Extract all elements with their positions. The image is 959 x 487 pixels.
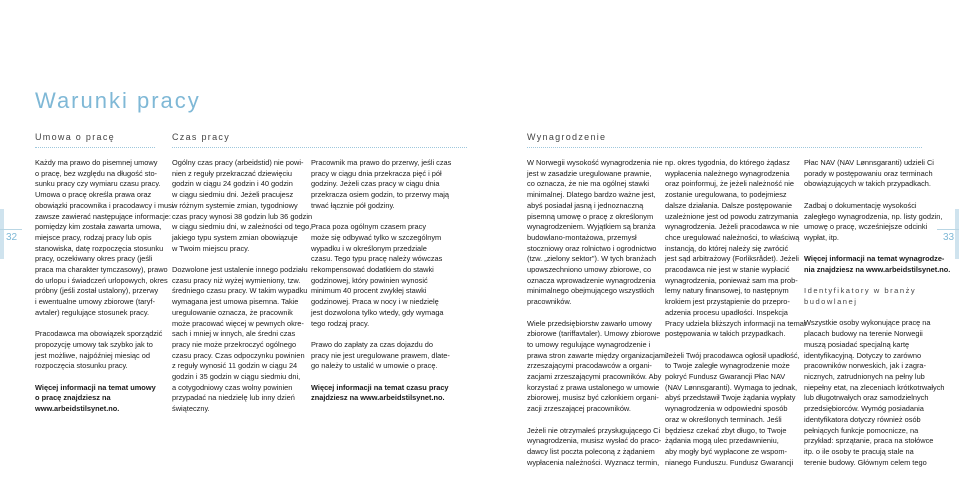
text-line: budowlano-montażowa, przemysł xyxy=(527,232,637,242)
text-line: wynagrodzenia w odpowiedni sposób xyxy=(665,404,788,414)
right-margin-band xyxy=(955,209,959,259)
paragraph-gap xyxy=(35,372,173,383)
section-divider xyxy=(35,147,155,148)
text-line: obowiązujących w takich przypadkach. xyxy=(804,179,931,189)
text-line: wypłacenia należnego wynagrodzenia xyxy=(665,168,790,178)
text-line: Umowa o pracę określa prawa oraz xyxy=(35,190,152,200)
paragraph-gap xyxy=(172,254,312,265)
text-line: może pracować więcej w pewnych okre- xyxy=(172,318,304,328)
column-unpaid-wages xyxy=(665,158,806,468)
text-line: zbiorowej, musisz być członkiem organi- xyxy=(527,393,659,403)
text-line: przekracza osiem godzin, to przerwy mają xyxy=(311,190,450,200)
page-number-right: 33 xyxy=(943,232,955,243)
text-line: sunku pracy czy wymiaru czasu pracy. xyxy=(35,179,161,189)
text-line: Ogólny czas pracy (arbeidstid) nie powi- xyxy=(172,158,304,167)
text-line: Pracownik ma prawo do przerwy, jeśli czas xyxy=(311,158,452,167)
text-line: może się odbywać tylko w szczególnym xyxy=(311,232,442,242)
text-line: wypadku i w określonym przedziale xyxy=(311,243,427,253)
text-line: Więcej informacji na temat umowy xyxy=(35,382,156,392)
page-title: Warunki pracy xyxy=(35,88,201,113)
text-line: a cotygodniowy czas wolny powinien xyxy=(172,382,293,392)
text-line: zostanie uregulowana, to podejmiesz xyxy=(665,190,787,200)
text-line: Jeżeli Twój pracodawca ogłosił upadłość, xyxy=(665,350,800,360)
text-line: czasu pracy. Czas odpoczynku powinien xyxy=(172,350,305,360)
text-line: przykład: sprzątanie, praca na stołówce xyxy=(804,436,934,446)
text-line: Każdy ma prawo do pisemnej umowy xyxy=(35,158,158,167)
text-line: nicznych, zatrudnionych na pełny lub xyxy=(804,372,925,381)
text-line: średniego czasu pracy. W takim wypadku xyxy=(172,286,308,296)
text-line: jakiego typu system zmian obowiązuje xyxy=(172,232,298,242)
text-line: Wszystkie osoby wykonujące pracę na xyxy=(804,318,931,328)
text-line: pokryć Fundusz Gwarancji Płac NAV xyxy=(665,372,786,382)
text-line: porady w postępowaniu oraz terminach xyxy=(804,168,933,178)
text-line: minimalnego obejmującego wszystkich xyxy=(527,286,655,296)
text-line: oraz poinformuj, że jeżeli należność nie xyxy=(665,179,794,189)
text-line: godzin i 35 godzin w ciągu siedmiu dni, xyxy=(172,372,301,382)
text-line: pracowników norweskich, jak i zagra- xyxy=(804,361,926,371)
paragraph-gap xyxy=(527,415,667,426)
text-line: godzinowej, który powinien wynosić xyxy=(311,275,428,285)
text-line: www.arbeidstilsynet.no. xyxy=(35,404,120,414)
column-contract xyxy=(35,158,173,415)
text-line: placach budowy na terenie Norwegii xyxy=(804,329,923,339)
text-line: godzin w ciągu 24 godzin i 40 godzin xyxy=(172,179,293,189)
text-line: postępowania w takich przypadkach. xyxy=(665,329,786,339)
text-line: do urlopu i świadczeń urlopowych, okres xyxy=(35,275,168,285)
text-line: Praca poza ogólnym czasem pracy xyxy=(311,222,427,232)
paragraph-gap xyxy=(665,340,806,351)
text-line: minimum 40 procent zwykłej stawki xyxy=(311,286,427,296)
text-line: identyfikatora dotyczy również osób xyxy=(804,414,921,424)
text-line: stoczniowy oraz rolnictwo i ogrodnictwo xyxy=(527,243,657,253)
text-line: jest dozwolona tylko wtedy, gdy wymaga xyxy=(311,307,444,317)
page-number-rule xyxy=(0,229,22,230)
text-line: upowszechniono umowy zbiorowe, co xyxy=(527,265,652,275)
subheading-construction-id: Identyfikatory w branży budowlanej xyxy=(804,286,917,307)
text-line: pełniących funkcje pomocnicze, na xyxy=(804,425,919,435)
text-line: w ciągu siedmiu dni, w zależności od tego, xyxy=(172,222,312,232)
text-line: go należy to ustalić w umowie o pracę. xyxy=(311,361,438,371)
paragraph-gap xyxy=(35,319,173,330)
paragraph-gap xyxy=(804,244,950,255)
column-working-time xyxy=(172,158,312,415)
text-line: Zadbaj o dokumentację wysokości xyxy=(804,200,917,210)
text-line: godziny. Jeżeli czas pracy w ciągu dnia xyxy=(311,179,440,189)
text-line: stanowiska, datę rozpoczęcia stosunku xyxy=(35,243,164,253)
text-line: przedsiębiorców. Wymóg posiadania xyxy=(804,404,924,414)
text-line: to umowy regulujące wynagrodzenie i xyxy=(527,339,651,349)
column-wage-guarantee-and-id xyxy=(804,158,950,468)
text-line: to Twoje zaległe wynagrodzenie może xyxy=(665,361,790,371)
text-line: abyś przedstawił Twoje żądania wypłaty xyxy=(665,393,796,403)
text-line: instancją, do której należy się zwrócić xyxy=(665,243,789,253)
text-line: próbny (jeśli został ustalony), przerwy xyxy=(35,286,159,296)
text-line: pracodawca nie jest w stanie wypłacić xyxy=(665,265,790,275)
text-line: Więcej informacji na temat czasu pracy xyxy=(311,382,449,392)
column-wages xyxy=(527,158,667,468)
text-line: minimalnej. Dlatego bardzo ważne jest, xyxy=(527,190,656,200)
text-line: identyfikacyjną. Dotyczy to zarówno xyxy=(804,350,922,360)
text-line: Wiele przedsiębiorstw zawarło umowy xyxy=(527,318,652,328)
text-line: korzystać z prawa ustalonego w umowie xyxy=(527,382,660,392)
text-line: uregulowanie oznacza, że pracownik xyxy=(172,307,293,317)
text-line: lub długotrwałych oraz samodzielnych xyxy=(804,393,929,403)
text-line: czasu pracy niż wyżej wymieniony, tzw. xyxy=(172,275,301,285)
text-line: sach i mniej w innych, ale średni czas xyxy=(172,329,296,339)
text-line: Płac NAV (NAV Lønnsgaranti) udzieli Ci xyxy=(804,158,934,167)
text-line: o pracę, bez względu na długość sto- xyxy=(35,168,158,178)
text-line: nianego Funduszu. Fundusz Gwarancji xyxy=(665,457,794,467)
text-line: krokiem jest przystąpienie do przepro- xyxy=(665,297,790,307)
text-line: np. okres tygodnia, do którego żądasz xyxy=(665,158,790,167)
text-line: aby mogły być wypłacone ze wspom- xyxy=(665,446,787,456)
paragraph-gap xyxy=(804,190,950,201)
paragraph-gap xyxy=(311,372,451,383)
text-line: pracy w ciągu dnia przekracza pięć i pół xyxy=(311,168,442,178)
text-line: oraz w określonych terminach. Jeśli xyxy=(665,414,782,424)
text-line: umowę o pracę, wcześniejsze odcinki xyxy=(804,222,928,232)
text-line: zawsze zawierać następujące informacje: xyxy=(35,211,171,221)
text-line: pracowników. xyxy=(527,297,572,307)
text-line: jest w zasadzie uregulowane prawnie, xyxy=(527,168,652,178)
text-line: pracy nie może przekroczyć ogólnego xyxy=(172,339,297,349)
text-line: przypadać na niedzielę lub inny dzień xyxy=(172,393,295,403)
text-line: uzależnione jest od powodu zatrzymania xyxy=(665,211,799,221)
text-line: trwać łącznie pół godziny. xyxy=(311,200,395,210)
page-number-left: 32 xyxy=(6,232,18,243)
text-line: w Twoim miejscu pracy. xyxy=(172,243,250,253)
paragraph-gap xyxy=(311,329,451,340)
text-line: wynagrodzenia. Jeżeli pracodawca w nie xyxy=(665,222,799,232)
text-line: będziesz czekać zbyt długo, to Twoje xyxy=(665,425,787,435)
text-line: (NAV Lønnsgaranti). Wymaga to jednak, xyxy=(665,382,798,392)
text-line: wymagana jest umowa pisemna. Takie xyxy=(172,297,299,307)
text-line: Prawo do zapłaty za czas dojazdu do xyxy=(311,339,434,349)
text-line: muszą posiadać specjalną kartę xyxy=(804,339,910,349)
text-line: wynagrodzeniem. Wyjątkiem są branża xyxy=(527,222,656,232)
text-line: propozycję umowy tak szybko jak to xyxy=(35,339,153,349)
text-line: obowiązki pracownika i pracodawcy i musi xyxy=(35,200,174,210)
text-line: zbiorowe (tariffavtaler). Umowy zbiorowe xyxy=(527,329,661,339)
text-line: (tzw. „zielony sektor"). W tych branżach xyxy=(527,254,657,264)
text-line: pisemną umowę o pracę z określonym xyxy=(527,211,654,221)
text-line: prawa stron zawarte między organizacjami xyxy=(527,350,667,360)
left-margin-band xyxy=(0,209,4,259)
text-line: avtaler) regulujące stosunek pracy. xyxy=(35,307,150,317)
text-line: adzenia procesu upadłości. Inspekcja xyxy=(665,307,788,317)
text-line: nia znajdziesz na www.arbeidstilsynet.no. xyxy=(804,265,951,274)
section-heading-working-time: Czas pracy xyxy=(172,132,231,142)
text-line: rekompensować dodatkiem do stawki xyxy=(311,265,434,275)
text-line: wynagrodzenia, ponieważ sam ma prob- xyxy=(665,275,798,285)
text-line: jest sąd arbitrażowy (Forliksrådet). Jeżeli xyxy=(665,254,799,264)
text-line: chce uregulować należności, to właściwą xyxy=(665,232,800,242)
text-line: Pracy udziela bliższych informacji na temat xyxy=(665,318,806,328)
text-line: niepełny etat, na zleceniach krótkotrwałych xyxy=(804,382,945,392)
text-line: wypłacenia należności. Wyznacz termin, xyxy=(527,457,660,467)
text-line: nien z reguły przekraczać dziewięciu xyxy=(172,168,292,178)
text-line: oznacza wprowadzenie wynagrodzenia xyxy=(527,275,656,285)
text-line: tego rodzaj pracy. xyxy=(311,318,370,328)
text-line: pracy nie jest uregulowane prawem, dlate- xyxy=(311,350,450,360)
section-heading-wages: Wynagrodzenie xyxy=(527,132,607,142)
text-line: czasu. Tego typu pracę należy wówczas xyxy=(311,254,443,264)
text-line: wynagrodzenia, musisz wysłać do praco- xyxy=(527,436,662,446)
text-line: Pracodawca ma obowiązek sporządzić xyxy=(35,329,163,339)
text-line: pracy, oczekiwany okres pracy (jeśli xyxy=(35,254,153,264)
text-line: praca ma charakter tymczasowy), prawo xyxy=(35,265,168,275)
text-line: jest możliwe, najpóźniej miesiąc od xyxy=(35,350,151,360)
text-line: Więcej informacji na temat wynagrodze- xyxy=(804,254,945,264)
section-divider xyxy=(527,147,922,148)
text-line: pomiędzy kim została zawarta umowa, xyxy=(35,222,162,232)
text-line: znajdziesz na www.arbeidstilsynet.no. xyxy=(311,393,445,403)
text-line: o pracę znajdziesz na xyxy=(35,393,111,403)
text-line: w ciągu siedmiu dni. Jeżeli pracujesz xyxy=(172,190,294,200)
text-line: świąteczny. xyxy=(172,404,210,414)
text-line: zacji zrzeszającej pracowników. xyxy=(527,404,631,414)
text-line: abyś posiadał jasną i jednoznaczną xyxy=(527,200,644,210)
text-line: w różnym systemie zmian, tygodniowy xyxy=(172,200,298,210)
text-line: godzinowej. Praca w nocy i w niedzielę xyxy=(311,297,439,307)
text-line: co oznacza, że nie ma ogólnej stawki xyxy=(527,179,650,189)
section-divider xyxy=(172,147,467,148)
text-line: lemy natury finansowej, to następnym xyxy=(665,286,789,296)
text-line: wypłat, itp. xyxy=(804,232,839,242)
text-line: terenie budowy. Głównym celem tego xyxy=(804,457,927,467)
text-line: zrzeszającymi pracodawców a organi- xyxy=(527,361,652,371)
text-line: z reguły wynosić 11 godzin w ciągu 24 xyxy=(172,361,298,371)
text-line: rozpoczęcia stosunku pracy. xyxy=(35,361,128,371)
column-breaks-overtime xyxy=(311,158,451,404)
text-line: żądania mogą ulec przedawnieniu, xyxy=(665,436,779,446)
paragraph-gap xyxy=(527,308,667,319)
text-line: dawcy list poczta poleconą z żądaniem xyxy=(527,446,655,456)
text-line: itp. o ile osoby te pracują stale na xyxy=(804,446,914,456)
text-line: zaległego wynagrodzenia, np. listy godzin, xyxy=(804,211,943,221)
text-line: czas pracy wynosi 38 godzin lub 36 godzin xyxy=(172,211,313,221)
text-line: i ewentualne umowy zbiorowe (taryf- xyxy=(35,297,155,307)
text-line: Jeżeli nie otrzymałeś przysługującego Ci xyxy=(527,425,661,435)
paragraph-gap xyxy=(311,212,451,223)
text-line: zacjami zrzeszającymi pracowników. Aby xyxy=(527,372,662,382)
text-line: miejsce pracy, rodzaj pracy lub opis xyxy=(35,232,152,242)
text-line: dalsze działania. Dalsze postępowanie xyxy=(665,200,792,210)
text-line: Dozwolone jest ustalenie innego podziału xyxy=(172,265,308,275)
text-line: W Norwegii wysokość wynagrodzenia nie xyxy=(527,158,663,167)
section-heading-contract: Umowa o pracę xyxy=(35,132,115,142)
